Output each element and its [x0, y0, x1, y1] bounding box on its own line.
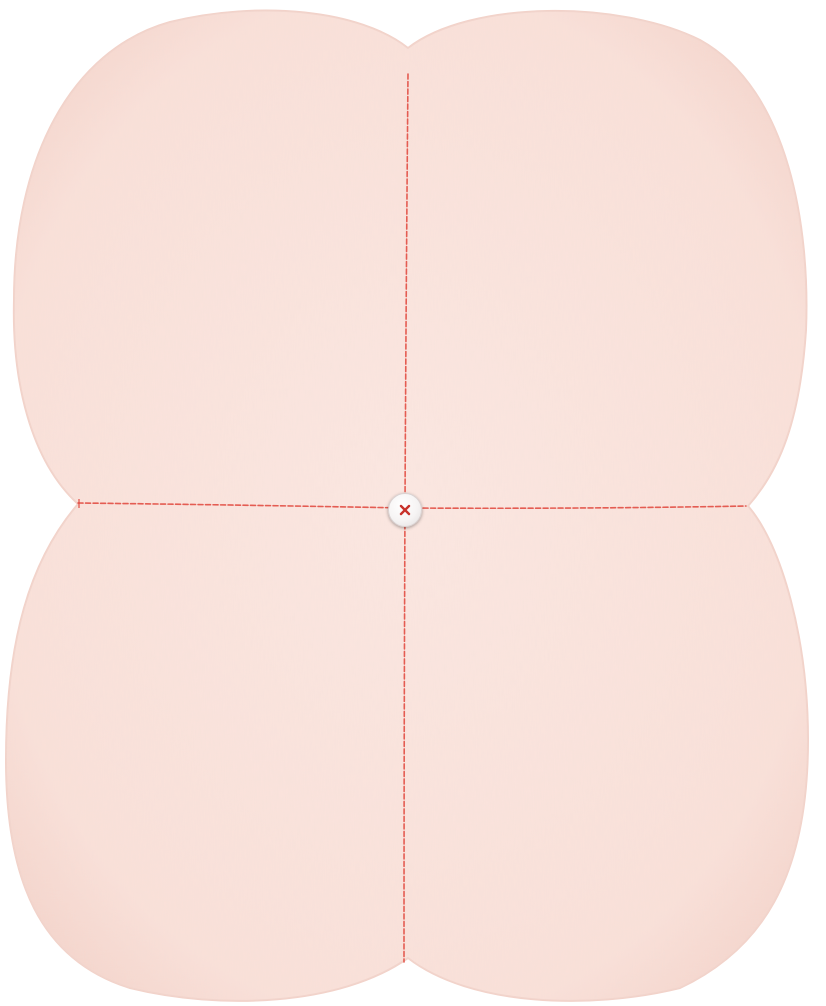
close-icon [399, 504, 411, 516]
center-button[interactable] [388, 493, 422, 527]
